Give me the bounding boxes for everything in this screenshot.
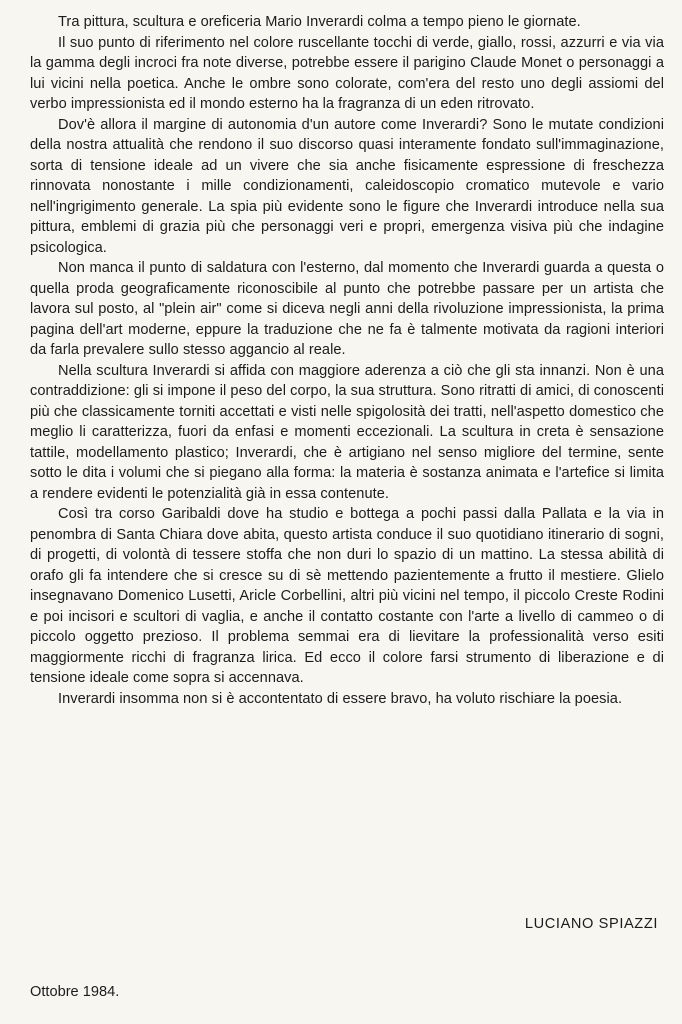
paragraph-5: Nella scultura Inverardi si affida con maggiore aderenza a ciò che gli sta innanzi. Non è una contraddizione: gli si impone il peso del corpo, la sua struttura. Sono ritratti di amici, di conoscenti più che classicamente torniti accettati e visti nelle spigolosità dei tratti, nell'aspetto domestico che meglio li caratterizza, fuori da enfasi e momenti eccezionali. La scultura in creta è sensazione tattile, modellamento plastico; Inverardi, che è artigiano nel senso migliore del termine, sente sotto le dita i volumi che si piegano alla forma: la materia è sostanza animata e l'artefice si limita a rendere evidenti le potenzialità già in essa contenute. <box>30 362 664 502</box>
article-body <box>30 12 664 709</box>
paragraph-4: Non manca il punto di saldatura con l'esterno, dal momento che Inverardi guarda a questa o quella proda geograficamente riconoscibile al punto che potrebbe passare per un artista che lavora sul posto, al "plein air" come si diceva negli anni della rivoluzione impressionista, la prima pagina dell'art moderne, eppure la traduzione che ne fa è talmente motivata da ragioni interiori da farla prevalere sullo stesso aggancio al reale. <box>30 260 664 358</box>
paragraph-3: Dov'è allora il margine di autonomia d'un autore come Inverardi? Sono le mutate condizioni della nostra attualità che rendono il suo discorso quasi interamente fondato sull'immaginazione, sorta di tensione ideale ad un vivere che sia anche fisicamente espressione di freschezza rinnovata nonostante i mille condizionamenti, caleidoscopio cromatico mutevole e vario nell'ingrigimento generale. La spia più evidente sono le figure che Inverardi introduce nella sua pittura, emblemi di grazia più che personaggi veri e propri, emergenza visiva più che indagine psicologica. <box>30 116 664 256</box>
paragraph-7: Inverardi insomma non si è accontentato di essere bravo, ha voluto rischiare la poesia. <box>58 690 623 707</box>
paragraph-6: Così tra corso Garibaldi dove ha studio e bottega a pochi passi dalla Pallata e la via in penombra di Santa Chiara dove abita, questo artista conduce il suo quotidiano itinerario di sogni, di progetti, di volontà di tessere stoffa che non duri lo spazio di un mattino. La stessa abilità di orafo gli fa intendere che si cresce su di sè mettendo pazientemente a frutto il mestiere. Glielo insegnavano Domenico Lusetti, Aricle Corbellini, altri più vicini nel tempo, il piccolo Creste Rodini e poi incisori e scultori di vaglia, e anche il contatto costante con l'arte a livello di cammeo o di piccolo oggetto prezioso. Il problema semmai era di lievitare la professionalità verso esiti maggiormente ricchi di fragranza lirica. Ed ecco il colore farsi strumento di liberazione e di tensione ideale come sopra si accennava. <box>30 506 664 686</box>
paragraph-1: Tra pittura, scultura e oreficeria Mario Inverardi colma a tempo pieno le giornate. <box>58 14 581 30</box>
author-signature: LUCIANO SPIAZZI <box>524 916 658 932</box>
paragraph-2: Il suo punto di riferimento nel colore ruscellante tocchi di verde, giallo, rossi, azzurri e via via la gamma degli incroci fra note diverse, potrebbe essere il parigino Claude Monet o personaggi a lui vicini nella poetica. Anche le ombre sono colorate, com'era del resto uno degli assiomi del verbo impressionista ed il mondo esterno ha la fragranza di un eden ritrovato. <box>30 34 664 112</box>
document-date: Ottobre 1984. <box>30 984 120 1000</box>
